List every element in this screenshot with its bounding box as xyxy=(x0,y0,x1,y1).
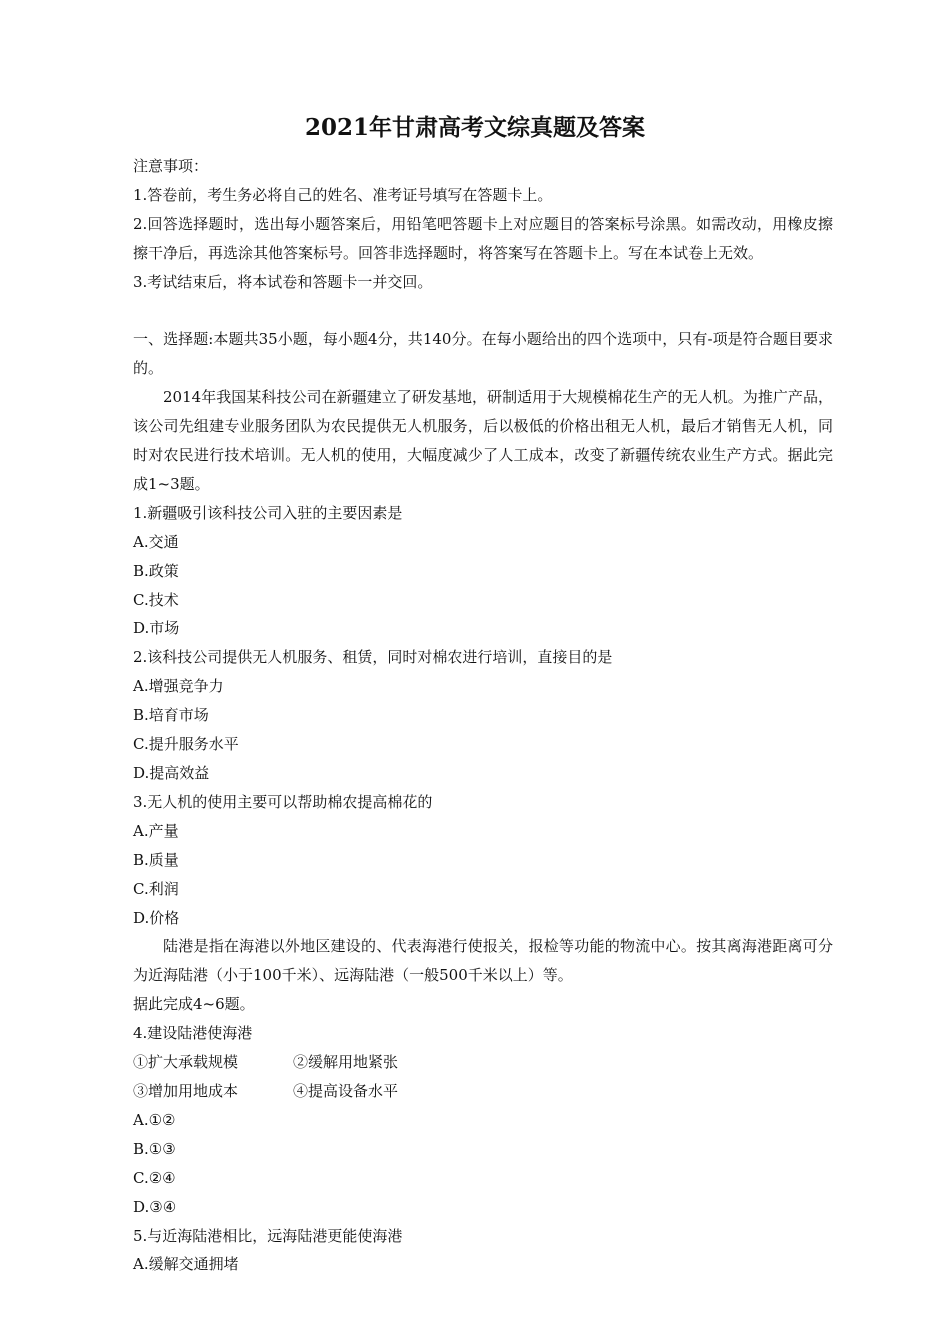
question-4-option-c: C.②④ xyxy=(133,1168,176,1187)
spacer xyxy=(133,297,833,326)
notice-heading: 注意事项： xyxy=(133,157,209,175)
question-2-stem: 2.该科技公司提供无人机服务、租赁，同时对棉农进行培训，直接目的是 xyxy=(133,648,613,667)
question-4-statement-1: ①扩大承载规模 xyxy=(133,1053,239,1072)
question-4-statement-2: ②缓解用地紧张 xyxy=(293,1053,399,1072)
question-2-option-d: D.提高效益 xyxy=(133,764,210,783)
question-3-option-d: D.价格 xyxy=(133,908,180,927)
question-3-option-a: A.产量 xyxy=(133,821,179,840)
question-1-option-b: B.政策 xyxy=(133,561,179,580)
question-4-statements-row-2 xyxy=(133,1077,833,1106)
question-1-option-c: C.技术 xyxy=(133,590,179,609)
question-3-option-b: B.质量 xyxy=(133,850,179,869)
question-4-statement-3: ③增加用地成本 xyxy=(133,1081,239,1100)
question-1-stem: 1.新疆吸引该科技公司入驻的主要因素是 xyxy=(133,503,403,522)
notice-item-1: 1.答卷前，考生务必将自己的姓名、准考证号填写在答题卡上。 xyxy=(133,185,553,204)
notice-item-3: 3.考试结束后，将本试卷和答题卡一并交回。 xyxy=(133,272,433,291)
question-4-option-b: B.①③ xyxy=(133,1139,176,1158)
passage-2-tail: 据此完成4~6题。 xyxy=(133,995,255,1014)
question-4-option-d: D.③④ xyxy=(133,1197,177,1216)
question-2-option-c: C.提升服务水平 xyxy=(133,735,239,754)
question-2-option-a: A.增强竞争力 xyxy=(133,677,224,696)
passage-2: 陆港是指在海港以外地区建设的、代表海港行使报关，报检等功能的物流中心。按其离海港距离可分为近海陆港（小于100千米）、远海陆港（一般500千米以上）等。 xyxy=(133,937,833,985)
question-5-stem: 5.与近海陆港相比，远海陆港更能使海港 xyxy=(133,1226,403,1245)
document-body xyxy=(133,152,833,1279)
page-title: 2021年甘肃高考文综真题及答案 xyxy=(304,114,645,141)
question-4-statements-row-1 xyxy=(133,1048,833,1077)
question-4-stem: 4.建设陆港使海港 xyxy=(133,1024,253,1043)
question-3-stem: 3.无人机的使用主要可以帮助棉农提高棉花的 xyxy=(133,792,433,811)
notice-item-2: 2.回答选择题时，选出每小题答案后，用铅笔吧答题卡上对应题目的答案标号涂黑。如需改动，用橡皮擦擦干净后，再选涂其他答案标号。回答非选择题时，将答案写在答题卡上。写在本试卷上无效。 xyxy=(133,214,833,262)
question-3-option-c: C.利润 xyxy=(133,879,179,898)
question-1-option-d: D.市场 xyxy=(133,619,180,638)
question-5-option-a: A.缓解交通拥堵 xyxy=(133,1255,239,1274)
question-1-option-a: A.交通 xyxy=(133,532,179,551)
passage-1: 2014年我国某科技公司在新疆建立了研发基地，研制适用于大规模棉花生产的无人机。为推广产品，该公司先组建专业服务团队为农民提供无人机服务，后以极低的价格出租无人机，最后才销售无人机，同时对农民进行技术培训。无人机的使用，大幅度减少了人工成本，改变了新疆传统农业生产方式。据此完成1~3题。 xyxy=(133,388,833,493)
question-4-option-a: A.①② xyxy=(133,1110,176,1129)
question-4-statement-4: ④提高设备水平 xyxy=(293,1081,399,1100)
question-2-option-b: B.培育市场 xyxy=(133,706,209,725)
section-heading: 一、选择题:本题共35小题，每小题4分，共140分。在每小题给出的四个选项中，只有-项是符合题目要求的。 xyxy=(133,330,833,378)
